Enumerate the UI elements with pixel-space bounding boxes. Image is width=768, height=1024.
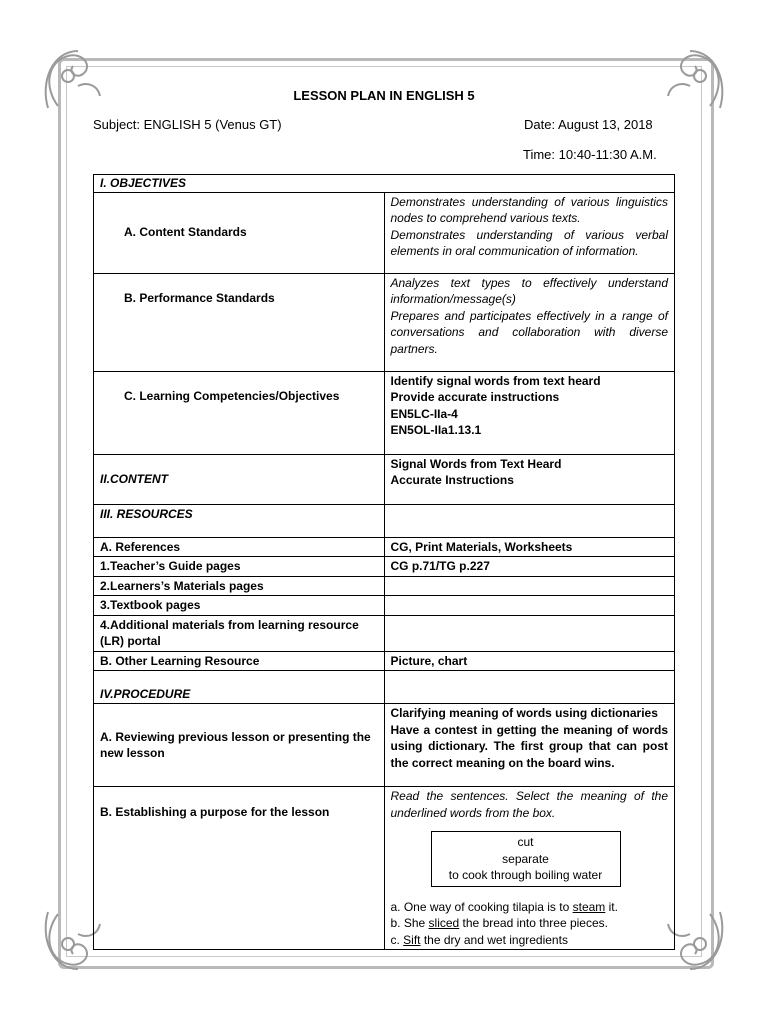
review-line: Have a contest in getting the meaning of words using dictionary. The first group that can post the correct meaning on the board wins. — [390, 722, 668, 770]
performance-standards-cell — [384, 273, 675, 371]
word-choice-box — [431, 831, 621, 887]
sentence-text: it. — [605, 899, 618, 914]
performance-standard-line: Analyzes text types to effectively understand information/message(s) — [390, 275, 668, 306]
purpose-instruction: Read the sentences. Select the meaning of the underlined words from the box. — [390, 789, 668, 820]
sentence-text: b. She — [390, 916, 429, 930]
competency-line: Provide accurate instructions — [390, 390, 560, 404]
resource-label: B. Other Learning Resource — [94, 651, 385, 671]
resources-heading-row — [94, 504, 675, 537]
content-standard-line: Demonstrates understanding of various verbal elements in oral communication of information. — [390, 227, 668, 258]
word-choice: cut — [517, 835, 534, 849]
resource-row — [94, 596, 675, 616]
competency-line: EN5LC-IIa-4 — [390, 406, 458, 421]
resource-row — [94, 615, 675, 651]
review-row — [94, 704, 675, 787]
document-title: LESSON PLAN IN ENGLISH 5 — [293, 88, 475, 103]
performance-standard-line: Prepares and participates effectively in a range of conversations and collaboration with diverse partners. — [390, 308, 668, 356]
review-line: Clarifying meaning of words using dictionaries — [390, 706, 658, 720]
underlined-word: sliced — [428, 916, 460, 930]
procedure-heading-row — [94, 671, 675, 704]
underlined-word: Sift — [403, 932, 421, 947]
corner-ornament-icon — [38, 46, 108, 116]
resource-row — [94, 651, 675, 671]
subject-line: Subject: ENGLISH 5 (Venus GT) — [93, 117, 282, 132]
content-line: Accurate Instructions — [390, 473, 514, 487]
resources-heading-empty — [384, 504, 675, 537]
lesson-plan-table — [93, 174, 675, 950]
purpose-cell — [384, 787, 675, 950]
word-choice: separate — [502, 851, 549, 866]
content-standard-line: Demonstrates understanding of various linguistics nodes to comprehend various texts. — [390, 194, 668, 225]
word-choice: to cook through boiling water — [448, 868, 603, 882]
competencies-row — [94, 371, 675, 454]
resource-label: 2.Learners’s Materials pages — [94, 576, 385, 596]
resources-heading: III. RESOURCES — [94, 504, 385, 537]
content-standards-label: A. Content Standards — [94, 192, 385, 273]
resource-row — [94, 537, 675, 557]
content-heading: II.CONTENT — [94, 454, 385, 504]
sentence-b — [391, 915, 669, 932]
review-cell — [384, 704, 675, 787]
sentence-c — [391, 932, 669, 949]
performance-standards-label: B. Performance Standards — [94, 273, 385, 371]
resource-row — [94, 557, 675, 577]
resource-value — [384, 596, 675, 616]
resource-label: 1.Teacher’s Guide pages — [94, 557, 385, 577]
purpose-row — [94, 787, 675, 950]
resource-value: CG, Print Materials, Worksheets — [384, 537, 675, 557]
sentence-text: the dry and wet ingredients — [420, 932, 568, 947]
resource-value: Picture, chart — [384, 651, 675, 671]
objectives-heading-row — [94, 175, 675, 193]
sentence-text: a. One way of cooking tilapia is to — [390, 899, 573, 914]
competencies-label: C. Learning Competencies/Objectives — [94, 371, 385, 454]
resource-label: A. References — [94, 537, 385, 557]
content-standards-row — [94, 192, 675, 273]
resource-value: CG p.71/TG p.227 — [384, 557, 675, 577]
content-standards-cell — [384, 192, 675, 273]
competency-line: Identify signal words from text heard — [390, 373, 601, 388]
purpose-label: B. Establishing a purpose for the lesson — [94, 787, 385, 950]
time-line: Time: 10:40-11:30 A.M. — [523, 147, 657, 162]
content-cell — [384, 454, 675, 504]
procedure-heading-empty — [384, 671, 675, 704]
resource-label: 4.Additional materials from learning resource (LR) portal — [94, 615, 385, 651]
objectives-heading: I. OBJECTIVES — [94, 175, 675, 193]
sentence-a — [391, 899, 669, 916]
performance-standards-row — [94, 273, 675, 371]
resource-label: 3.Textbook pages — [94, 596, 385, 616]
sentence-text: the bread into three pieces. — [459, 916, 608, 930]
resource-row — [94, 576, 675, 596]
review-label: A. Reviewing previous lesson or presenting the new lesson — [94, 704, 385, 787]
sentence-text: c. — [390, 932, 404, 947]
resource-value — [384, 576, 675, 596]
content-line: Signal Words from Text Heard — [390, 456, 562, 471]
competency-line: EN5OL-IIa1.13.1 — [390, 423, 482, 437]
underlined-word: steam — [572, 899, 606, 914]
resource-value — [384, 615, 675, 651]
date-line: Date: August 13, 2018 — [524, 117, 653, 132]
corner-ornament-icon — [660, 46, 730, 116]
competencies-cell — [384, 371, 675, 454]
content-row — [94, 454, 675, 504]
procedure-heading: IV.PROCEDURE — [94, 671, 385, 704]
